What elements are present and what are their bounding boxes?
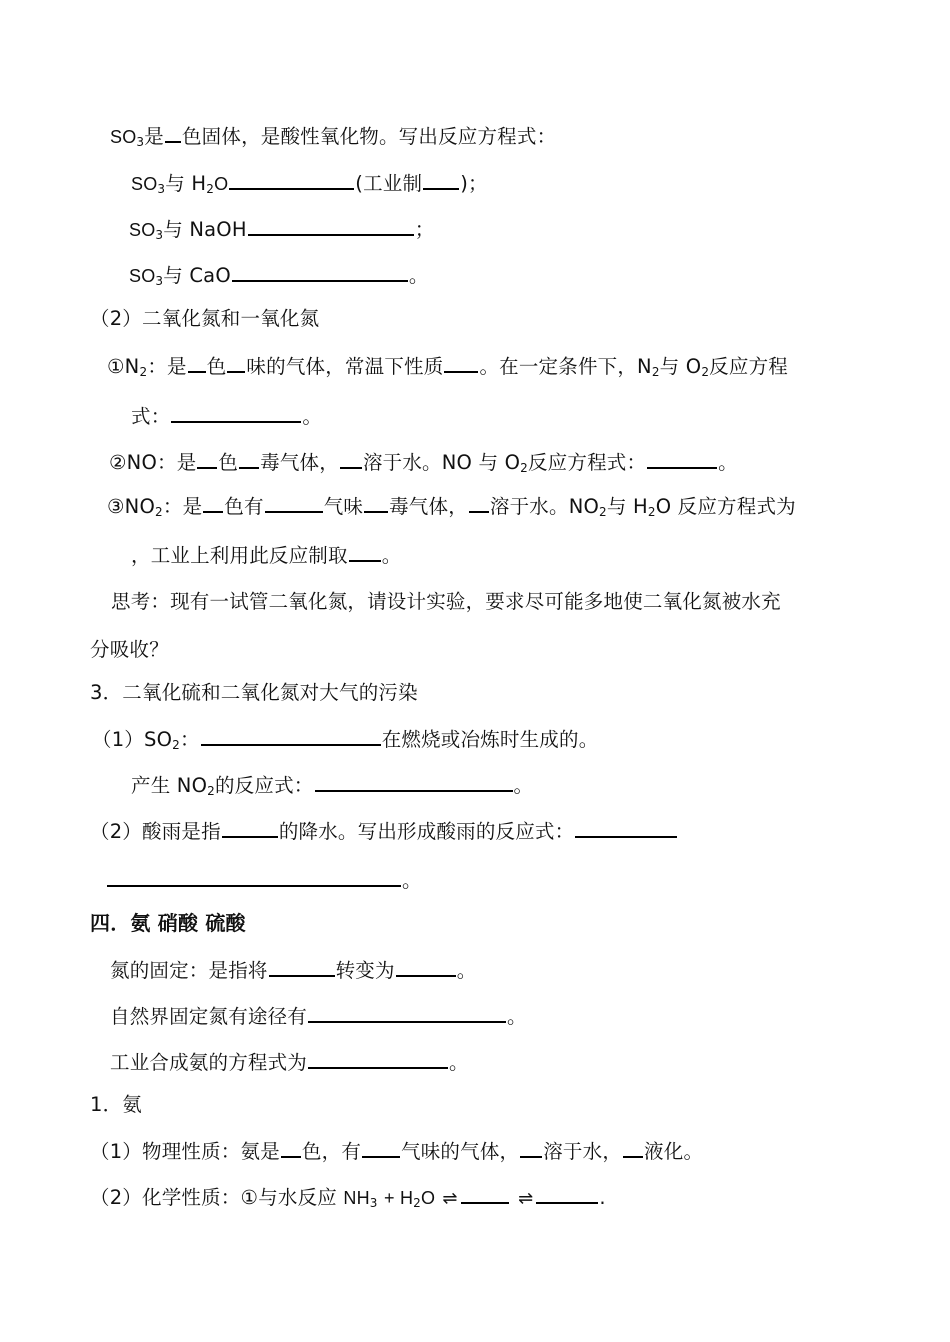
think-question: 思考：现有一试管二氧化氮，请设计实验，要求尽可能多地使二氧化氮被水充 [111,590,781,613]
answer-blank[interactable] [265,492,323,513]
so3-intro-line: $SO_3$是 色固体，是酸性氧化物。写出反应方程式： [110,122,556,150]
no2-produce-line: 产生 $NO_2$的反应式： 。 [131,771,533,799]
reversible-arrow-icon: ⇌ [518,1188,534,1209]
answer-blank[interactable] [349,541,381,562]
answer-blank[interactable] [201,725,381,746]
so3-h2o-line: $SO_3$与 $H_2O$ (工业制 )； [131,169,488,197]
section-2-title: （2）二氧化氮和一氧化氮 [90,307,320,330]
section-3-title: 3．二氧化硫和二氧化氮对大气的污染 [90,681,418,704]
answer-blank[interactable] [269,956,335,977]
reversible-arrow-icon: ⇌ [442,1188,458,1209]
so3-cao-line: $SO_3$与 CaO 。 [129,261,429,289]
think-question-cont: 分吸收？ [90,638,169,661]
ammonia-title: 1．氨 [90,1093,143,1116]
n2-continuation: 式： 。 [131,402,322,430]
answer-blank[interactable] [281,1137,301,1158]
acid-rain-continuation: 。 [106,866,422,894]
answer-blank[interactable] [396,956,456,977]
chemical-properties-line: （2）化学性质：①与水反应 $NH_3 + H_2O$ ⇌ ⇌ . [90,1183,606,1212]
section-4-heading: 四．氨 硝酸 硫酸 [90,911,246,935]
answer-blank[interactable] [469,492,489,513]
answer-blank[interactable] [203,492,223,513]
answer-blank[interactable] [647,448,717,469]
answer-blank[interactable] [461,1183,509,1204]
answer-blank[interactable] [362,1137,400,1158]
answer-blank[interactable] [197,448,217,469]
answer-blank[interactable] [364,492,388,513]
answer-blank[interactable] [444,352,478,373]
answer-blank[interactable] [222,817,278,838]
acid-rain-line: （2）酸雨是指 的降水。写出形成酸雨的反应式： [90,817,678,845]
answer-blank[interactable] [227,352,245,373]
no2-line: $③NO_2$：是 色有 气味 毒气体， 溶于水。$NO_2$与 $H_2O$ 反应方程式为 [107,492,796,520]
nitrogen-fixation-line: 氮的固定：是指将 转变为 。 [110,956,476,984]
answer-blank[interactable] [423,169,459,190]
answer-blank[interactable] [315,771,513,792]
answer-blank[interactable] [308,1002,506,1023]
answer-blank[interactable] [229,169,354,190]
answer-blank[interactable] [248,215,414,236]
answer-blank[interactable] [232,261,408,282]
physical-properties-line: （1）物理性质：氨是 色，有 气味的气体， 溶于水， 液化。 [90,1137,703,1165]
so2-line: $(1)SO_2$： 在燃烧或冶炼时生成的。 [92,725,598,753]
answer-blank[interactable] [575,817,677,838]
answer-blank[interactable] [239,448,259,469]
natural-fixation-line: 自然界固定氮有途径有 。 [110,1002,527,1030]
answer-blank[interactable] [165,122,181,143]
n2-line: $①N_2$：是 色 味的气体，常温下性质 。在一定条件下，$N_2$与 $O_2$反应方程 [107,352,788,380]
answer-blank[interactable] [536,1183,598,1204]
answer-blank[interactable] [520,1137,542,1158]
answer-blank[interactable] [308,1048,448,1069]
answer-blank[interactable] [623,1137,643,1158]
answer-blank[interactable] [107,866,401,887]
no-line: ②NO：是 色 毒气体， 溶于水。NO 与 $O_2$反应方程式： 。 [109,448,738,476]
answer-blank[interactable] [188,352,206,373]
so3-naoh-line: $SO_3$与 NaOH ； [129,215,434,243]
industrial-ammonia-line: 工业合成氨的方程式为 。 [110,1048,469,1076]
answer-blank[interactable] [171,402,301,423]
no2-continuation: ，工业上利用此反应制取 。 [131,541,401,569]
answer-blank[interactable] [340,448,362,469]
